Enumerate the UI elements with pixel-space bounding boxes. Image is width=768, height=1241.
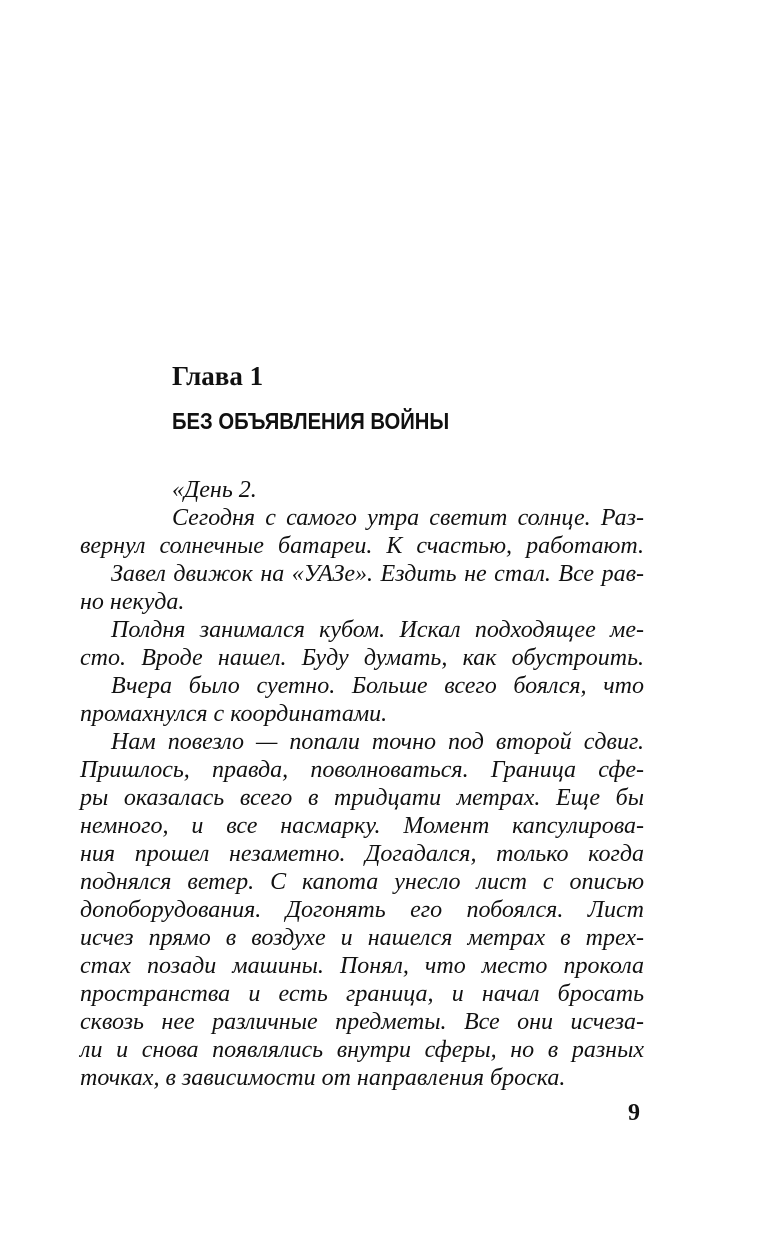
text-line: ния прошел незаметно. Догадался, только когда [80,841,644,867]
text-line: стах позади машины. Понял, что место прокола [80,953,644,979]
text-line: «День 2. [172,477,257,503]
text-line: Полдня занимался кубом. Искал подходящее ме- [111,617,644,643]
text-line: промахнулся с координатами. [80,701,388,727]
text-line: сквозь нее различные предметы. Все они исчеза- [80,1009,644,1035]
text-line: ли и снова появлялись внутри сферы, но в разных [80,1037,644,1063]
text-line: Завел движок на «УАЗе». Ездить не стал. Все рав- [111,561,644,587]
text-line: Пришлось, правда, поволноваться. Граница сфе- [80,757,644,783]
text-line: Нам повезло — попали точно под второй сдвиг. [111,729,644,755]
text-line: исчез прямо в воздухе и нашелся метрах в трех- [80,925,644,951]
page-number: 9 [628,1100,640,1126]
text-line: поднялся ветер. С капота унесло лист с описью [80,869,644,895]
chapter-number: Глава 1 [172,361,264,391]
text-line: вернул солнечные батареи. К счастью, работают. [80,533,644,559]
text-line: немного, и все насмарку. Момент капсулирова- [80,813,644,839]
chapter-title: БЕЗ ОБЪЯВЛЕНИЯ ВОЙНЫ [172,408,450,434]
text-line: сто. Вроде нашел. Буду думать, как обустроить. [80,645,644,671]
text-line: Сегодня с самого утра светит солнце. Раз- [172,505,644,531]
text-line: ры оказалась всего в тридцати метрах. Еще бы [80,785,644,811]
text-line: пространства и есть граница, и начал бросать [80,981,644,1007]
text-line: но некуда. [80,589,185,615]
text-line: точках, в зависимости от направления броска. [80,1065,566,1091]
text-line: допоборудования. Догонять его побоялся. Лист [80,897,644,923]
chapter-body [80,476,644,1092]
text-line: Вчера было суетно. Больше всего боялся, что [111,673,644,699]
